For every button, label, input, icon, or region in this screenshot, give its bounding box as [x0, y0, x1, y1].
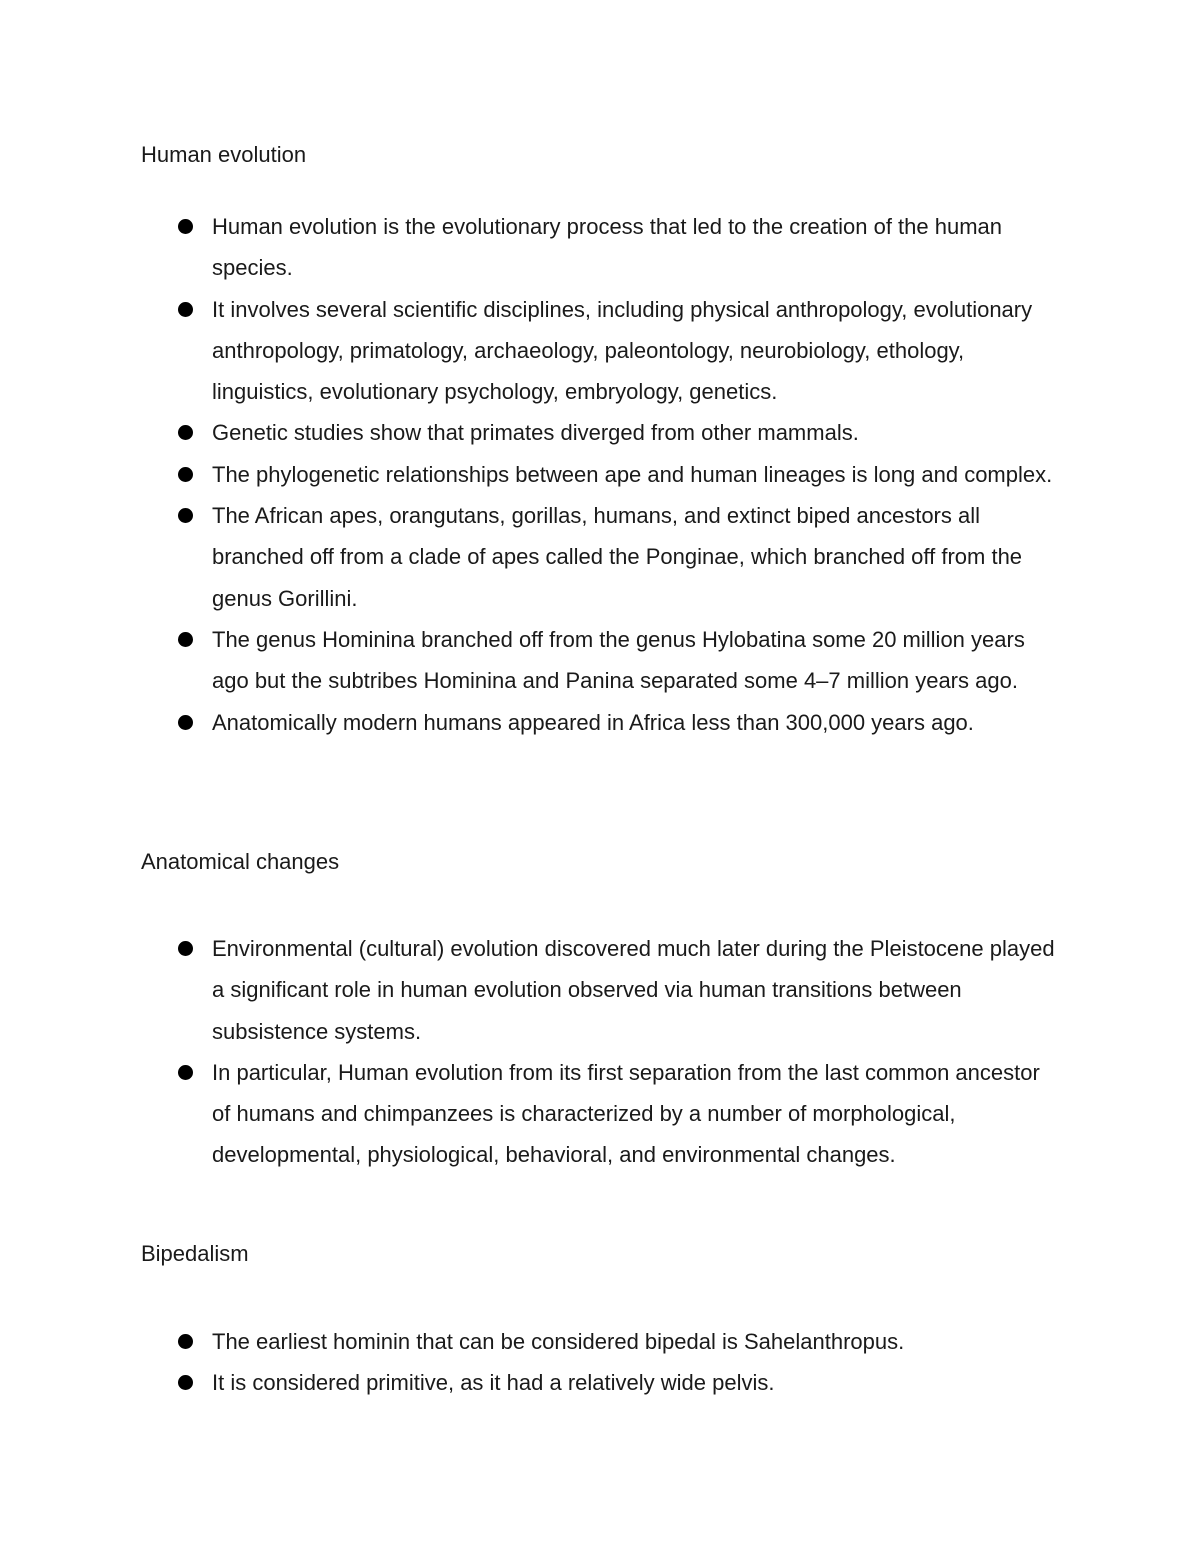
list-item	[0, 1052, 1200, 1176]
bullet-dot-icon	[178, 467, 193, 482]
list-item	[0, 702, 1200, 743]
bullet-dot-icon	[178, 1065, 193, 1080]
bullet-dot-icon	[178, 941, 193, 956]
list-item-text: The phylogenetic relationships between ape and human lineages is long and complex.	[212, 461, 1053, 487]
list-item-text: Genetic studies show that primates diverged from other mammals.	[212, 420, 859, 446]
list-item-text: The African apes, orangutans, gorillas, humans, and extinct biped ancestors all branched off from a clade of apes called the Ponginae, which branched off from the genus Gorillini.	[212, 503, 1023, 611]
bullet-dot-icon	[178, 302, 193, 317]
list-item	[0, 412, 1200, 453]
list-item-text: Human evolution is the evolutionary process that led to the creation of the human species.	[212, 214, 1003, 281]
list-item-text: It involves several scientific disciplines, including physical anthropology, evolutionary anthropology, primatology, archaeology, paleontology, neurobiology, ethology, linguistics, evolutionary psychology, embryology, genetics.	[212, 296, 1033, 405]
bullet-dot-icon	[178, 1375, 193, 1390]
list-item-text: In particular, Human evolution from its first separation from the last common ancestor of humans and chimpanzees is characterized by a number of morphological, developmental, physiological, behavioral, and environmental changes.	[212, 1059, 1040, 1168]
section-heading-human-evolution: Human evolution	[141, 142, 307, 167]
list-item	[0, 1321, 1200, 1362]
bullet-dot-icon	[178, 508, 193, 523]
bullet-dot-icon	[178, 715, 193, 730]
bullet-dot-icon	[178, 425, 193, 440]
list-item-text: Anatomically modern humans appeared in Africa less than 300,000 years ago.	[212, 709, 974, 735]
bullet-list-bipedalism	[0, 1321, 1200, 1404]
list-item-text: It is considered primitive, as it had a relatively wide pelvis.	[212, 1370, 775, 1396]
list-item-text: The earliest hominin that can be considered bipedal is Sahelanthropus.	[212, 1329, 905, 1354]
list-item	[0, 1362, 1200, 1403]
bullet-dot-icon	[178, 1334, 193, 1349]
list-item	[0, 206, 1200, 289]
list-item-text: Environmental (cultural) evolution discovered much later during the Pleistocene played a significant role in human evolution observed via human transitions between subsistence systems.	[212, 936, 1055, 1044]
bullet-dot-icon	[178, 632, 193, 647]
section-heading-anatomical-changes: Anatomical changes	[141, 849, 340, 874]
section-heading-bipedalism: Bipedalism	[141, 1241, 249, 1266]
bullet-dot-icon	[178, 219, 193, 234]
bullet-list-anatomical-changes	[0, 928, 1200, 1176]
bullet-list-human-evolution	[0, 206, 1200, 743]
list-item	[0, 619, 1200, 702]
list-item	[0, 928, 1200, 1052]
list-item	[0, 495, 1200, 619]
list-item	[0, 289, 1200, 413]
list-item	[0, 454, 1200, 495]
list-item-text: The genus Hominina branched off from the genus Hylobatina some 20 million years ago but the subtribes Hominina and Panina separated some 4–7 million years ago.	[212, 626, 1025, 694]
